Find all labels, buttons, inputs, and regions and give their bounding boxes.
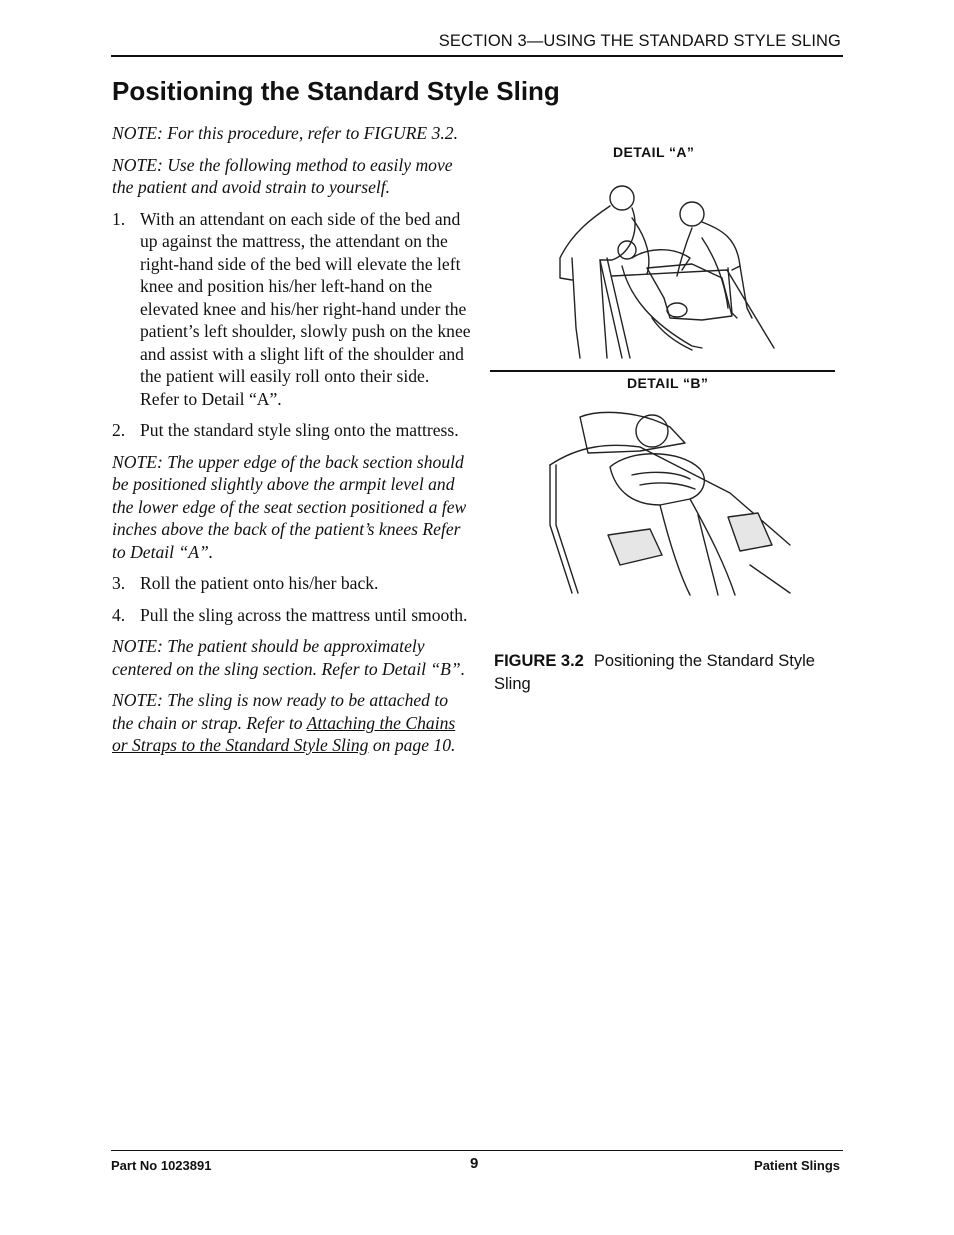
- note-ready: [112, 689, 472, 757]
- header-rule: [111, 55, 843, 57]
- step-number: 3.: [112, 573, 126, 593]
- footer-rule: [111, 1150, 843, 1151]
- step-4: [112, 604, 472, 627]
- page-title: Positioning the Standard Style Sling: [112, 76, 560, 106]
- step-1: [112, 208, 472, 411]
- attaching-chains-link[interactable]: Attaching the Chains or Straps to the Standard Style Sling: [112, 712, 456, 755]
- section-header: SECTION 3—USING THE STANDARD STYLE SLING: [438, 32, 841, 50]
- step-text: With an attendant on each side of the bed and up against the mattress, the attendant on the right-hand side of the bed will elevate the left knee and position his/her left-hand on the elevated knee and his/her right-hand under the patient’s left shoulder, slowly push on the knee and assist with a slight lift of the shoulder and the patient will easily roll onto their side. Refer to Detail “A”.: [140, 208, 471, 409]
- note-sling-position: NOTE: The upper edge of the back section should be positioned slightly above the armpit level and the lower edge of the seat section positioned a few inches above the back of the patient’s knees Refer to Detail “A”.: [112, 451, 467, 562]
- procedure-column: [112, 122, 472, 766]
- detail-a-illustration: [552, 178, 782, 362]
- note-method: NOTE: Use the following method to easily move the patient and avoid strain to yourself.: [112, 154, 453, 197]
- step-text: Roll the patient onto his/her back.: [140, 573, 379, 593]
- note-centered: NOTE: The patient should be approximately centered on the sling section. Refer to Detail “B”.: [112, 636, 466, 679]
- figure-caption: [494, 650, 844, 695]
- note-ready-suffix: on page 10.: [368, 735, 456, 755]
- page-number: 9: [470, 1155, 479, 1172]
- footer-product-name: Patient Slings: [754, 1158, 840, 1173]
- figure-number: FIGURE 3.2: [494, 652, 584, 670]
- step-2: [112, 419, 472, 442]
- step-number: 1.: [112, 208, 126, 229]
- footer-part-number: Part No 1023891: [111, 1158, 212, 1173]
- detail-a-label: DETAIL “A”: [613, 144, 695, 160]
- step-3: [112, 572, 472, 595]
- note-figure-reference: NOTE: For this procedure, refer to FIGURE 3.2.: [112, 123, 458, 143]
- detail-divider: [490, 370, 835, 372]
- figure-caption-text: Positioning the Standard Style Sling: [494, 652, 815, 693]
- step-number: 4.: [112, 604, 126, 625]
- detail-b-illustration: [540, 405, 800, 597]
- detail-b-label: DETAIL “B”: [627, 375, 709, 391]
- step-number: 2.: [112, 420, 126, 440]
- step-text: Put the standard style sling onto the mattress.: [140, 420, 459, 440]
- note-ready-prefix: NOTE: The sling is now ready to be attached to the chain or strap. Refer to: [112, 690, 449, 733]
- step-text: Pull the sling across the mattress until smooth.: [140, 604, 468, 625]
